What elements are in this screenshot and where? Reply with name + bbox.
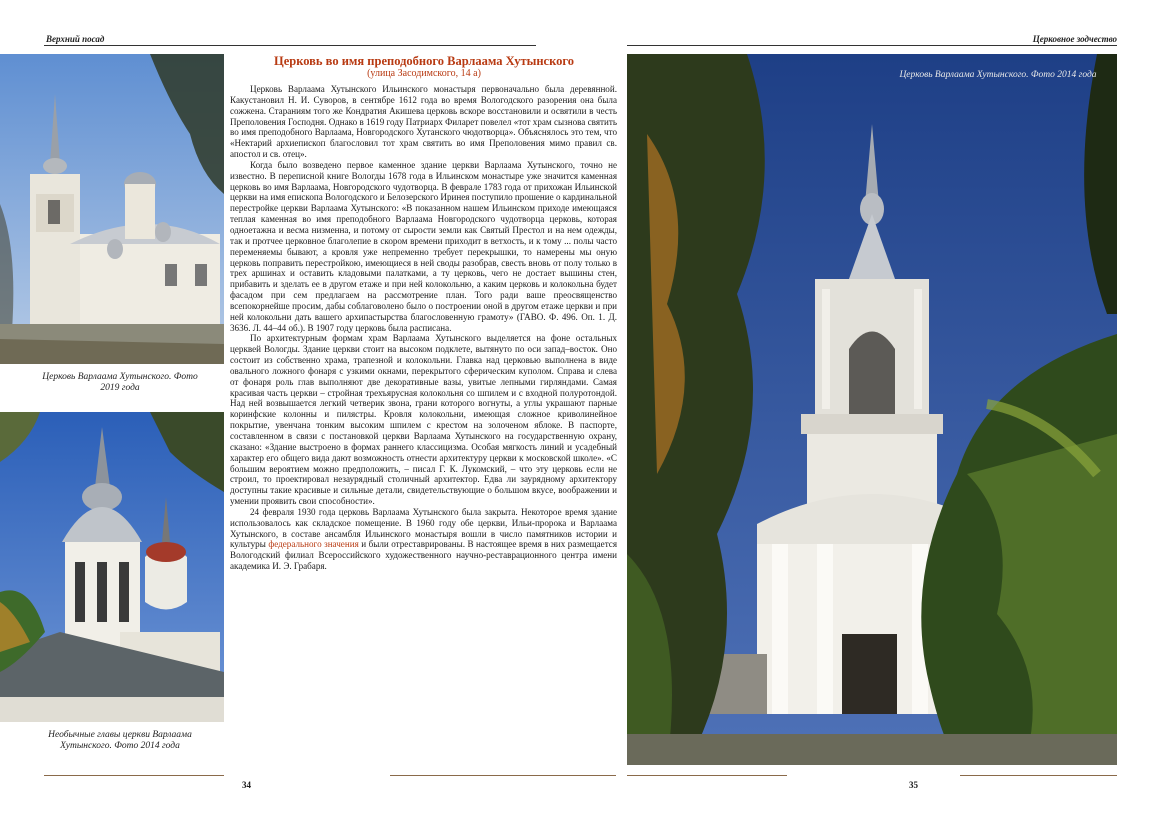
paragraph-4-start: 24 февраля 1930 года церковь Варлаама Хутынского была закрыта. Некоторое время здание использовалось как складское помещение. В 1960 году обе церкви, Ильи-пророка и Варлаама Хутынского, в составе ансамбля Ильинского монастыря вошли в число памятников истории и культуры	[230, 506, 617, 550]
photo-church-domes-2014	[0, 412, 224, 722]
running-title-right: Церковное зодчество	[1032, 34, 1117, 44]
caption-photo-top: Церковь Варлаама Хутынского. Фото 2019 года	[42, 372, 198, 393]
caption-photo-bottom: Необычные главы церкви Варлаама Хутынского. Фото 2014 года	[48, 730, 192, 751]
photo-church-2019	[0, 54, 224, 364]
footer-rule-left-2	[390, 775, 616, 776]
footer-rule-right	[627, 775, 787, 776]
paragraph-4-end: и были отреставрированы. В настоящее время в них размещается Вологодский филиал Всероссийского художественного научно-реставрационного центра имени академика И. Э. Грабаря.	[230, 539, 617, 572]
header-rule-right	[627, 45, 1117, 46]
article-body	[230, 84, 617, 764]
photo-bell-tower-2014	[627, 54, 1117, 765]
article-title: Церковь во имя преподобного Варлаама Хутынского	[273, 54, 575, 68]
page-number-left: 34	[242, 780, 251, 790]
paragraph-1: Церковь Варлаама Хутынского Ильинского монастыря первоначально была деревянной. Какустановил Н. И. Суворов, в сентябре 1612 года во время Вологодского разорения она была сожжена. Стараниям того же Кондратия Акишева церковь вскоре восстановили и освятили в честь Преполовения Господня. Однако в 1619 году Патриарх Филарет повелел «тот храм сызнова святить во имя преподобного Варлаама, Новгородского Хутанского чюдотворца». Объяснялось это тем, что «Нектарий архиепископ благословил тот храм святить во имя Преполовения мимо правил св. апостол и св. отец».	[230, 84, 617, 160]
caption-photo-right: Церковь Варлаама Хутынского. Фото 2014 года	[899, 70, 1097, 80]
footer-rule-right-2	[960, 775, 1117, 776]
footer-rule-left	[44, 775, 224, 776]
running-title-left: Верхний посад	[46, 34, 105, 44]
article-subtitle: (улица Засодимского, 14 а)	[367, 68, 481, 79]
paragraph-4	[230, 507, 617, 572]
page-number-right: 35	[909, 780, 918, 790]
federal-significance-link[interactable]: федерального значения	[268, 539, 359, 550]
header-rule-left	[44, 45, 536, 46]
paragraph-3: По архитектурным формам храм Варлаама Хутынского выделяется на фоне остальных церквей Вологды. Здание церкви стоит на высоком подклете, вытянуто по оси запад–восток. Оно состоит из собственно храма, трапезной и колокольни. Главка над церковью выполнена в виде овального ложного фонаря с узкими окнами, перекрытого сферическим куполом. Справа и слева от фонаря роль глав выполняют две декоративные вазы, увитые лепными гирляндами. Самая красивая часть церкви – стройная трехъярусная колокольня со шпилем и с входной полуротондой. Над ней возвышается легкий четверик звона, грани которого вогнуты, а углы украшают парные коринфские колонны и пилястры. Кровля колокольни, имеющая сложное криволинейное покрытие, увенчана тонким высоким шпилем с крестом на золоченом яблоке. В паспорте, составленном в связи с постановкой церкви Варлаама Хутынского на государственную охрану, сказано: «Здание выстроено в формах раннего классицизма. Особая мягкость линий и усадебный характер его общего вида дают возможность отнести архитектуру церкви к московской школе». «С большим вероятием можно предположить, – писал Г. К. Лукомский, – что эту церковь если не строил, то проектировал незаурядный столичный архитектор. Едва ли заурядному архитектору доступны такие красивые и сильные детали, свидетельствующие о большом вкусе, воображении и умении проявить свои способности».	[230, 333, 617, 507]
paragraph-2: Когда было возведено первое каменное здание церкви Варлаама Хутынского, точно не известно. В переписной книге Вологды 1678 года в Ильинском монастыре уже значится каменная церковь во имя Варлаама, Новгородского чудотворца. В феврале 1783 года от прихожан Ильинской церкви на имя епископа Вологодского и Белозерского Иринея поступило прошение о кардинальной перестройке церкви Варлаама Хутынского: «В показанном нашем Ильинском приходе имеющаяся теплая каменная во имя преподобного Варлаама Новгородского чудотворца церковь, которая одноетажна и весма низменна, и потому от сырости земли как Святый Престол и на нем одежды, так и протчее церковное благолепие в скором времени приходит в ветхость, и к тому ... полы часто переменяемы бывают, а кровля уже непременно требует перекрышки, то намерены мы оную церковь поправить перестройкою, имеющиеся в ней своды разобрав, свесть вновь от полу только в трех аршинах и оставить кладовыми палатками, а ту церковь, чего не достает вышины стен, прибавить и зделать ее в другом етаже и при ней колокольню, а каким церковь и колокольна будет фасадом при сем предлагаем на рассмотрение план. Того ради ваше преосвященство всепокорнейше просим, дабы соблаговолено было о построении оной в другом етаже церкви и при ней колокольни дать вашего архипастырства благословенную грамоту» (ГАВО. Ф. 496. Оп. 1. Д. 3636. Л. 44–44 об.). В 1907 году церковь была расписана.	[230, 159, 617, 333]
